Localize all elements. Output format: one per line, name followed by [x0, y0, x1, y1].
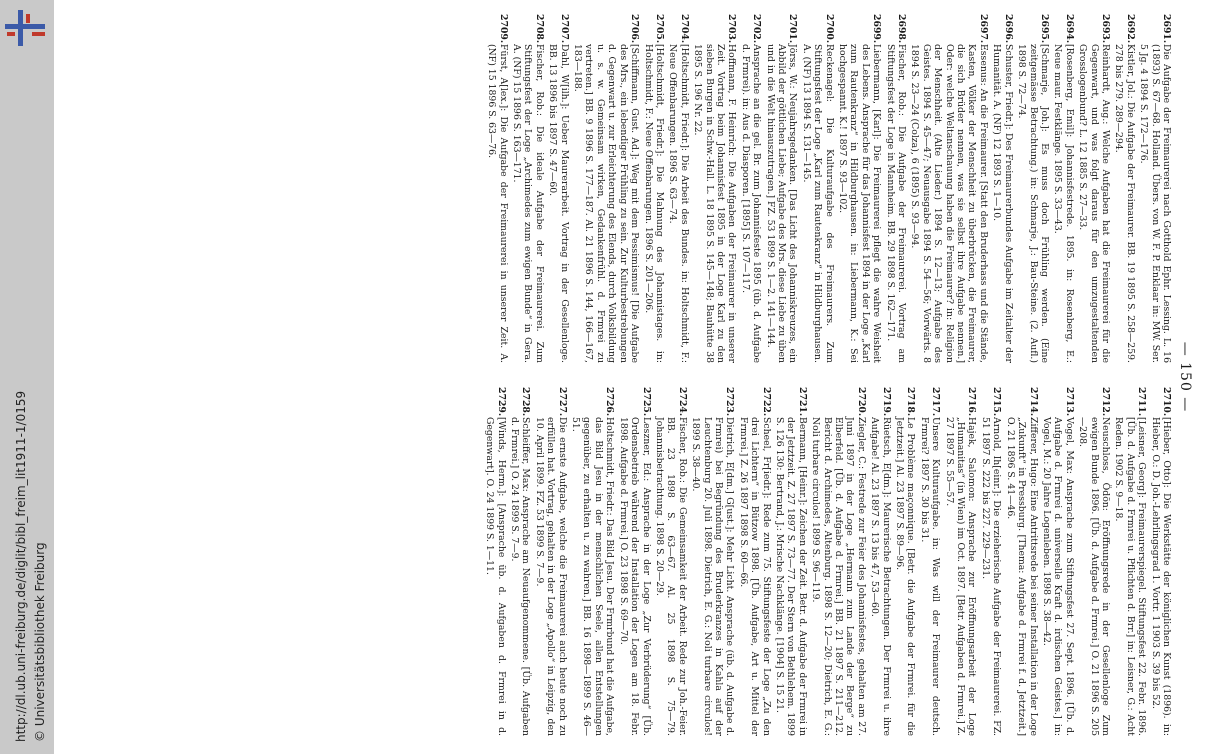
right-column — [482, 387, 1172, 736]
bibliography-entry — [1077, 387, 1111, 736]
entry-text: Jörss, W.: Neujahrsgedanken. [Das Licht des Johanniskreuzes, ein Abbild der göttlichen Liebe; Aufgabe des Mrs. diese Liebe zu üben und in die Welt hinauszutragen.] FZ. 53 1899 S. 1—2. 141—144. — [764, 44, 799, 363]
entry-text: Ansprache an die gel. Br. zum Johannisfeste 1895 (üb. d. Aufgabe d. Frmrei). in: Aus d. Diasporen. [1895] S. 107—117. — [739, 44, 763, 363]
bibliography-entry — [991, 14, 1014, 363]
entry-text: Fürst, A[lex.]: Die Aufgabe der Freimaurerei in unserer Zeit. A. (NF) 15 1896 S. 63—76. — [486, 44, 509, 363]
bibliography-entry — [764, 14, 798, 363]
source-url[interactable]: http://dl.ub.uni-freiburg.de/diglit/bibl_freim_lit1911-1/0159 — [14, 390, 28, 742]
entry-text: Unsere Kulturaufgabe. in: Was will der Freimaurer deutsch. Frmrei? 1897 S. 30 bis 31. — [918, 417, 942, 736]
entry-number: 2704. — [678, 14, 690, 44]
entry-text: Fischer, Rob.: Die Aufgabe der Freimaurerei. Vortrag am Stiftungsfest der Loge in Mannheim. BB. 29 1898 S. 162—171. — [884, 44, 908, 363]
bibliography-entry — [894, 387, 917, 736]
entry-text: [Holtschmidt, Friedr.]: Die Arbeit des Bundes. in: Holtschmidt, F.: Neue Offenbarungen. 1896 S. 63—74. — [667, 44, 690, 363]
bibliography-entry — [837, 14, 883, 363]
bibliography-entry — [484, 387, 507, 736]
entry-text: Dietrich, E[dm.] G[ust.]: Mehr Licht. Ansprache (üb. d. Aufgabe d. Frmrei) bei Begründung des Bruderkranzes in Kahla auf der Leuchtenburg 20. Juli 1898. Dietrich, E. G.: Noli turbare circulos! 1899 S. 38—40. — [690, 417, 736, 736]
bibliography-entry — [1016, 14, 1050, 363]
bibliography-entry — [980, 387, 1003, 736]
entry-text: Hoffmann, F. Heinrich: Die Aufgaben der Freimaurer in unserer Zeit. Vortrag beim Johannisfest 1895 in der Loge Karl zu den sieben Burgen in Schw.-Hall. L. 18 1895 S. 145—148; Bauhütte 38 1895 S. 196 Nr. 22. — [692, 44, 738, 363]
scanned-page — [130, 0, 1202, 754]
bibliography-entry — [1052, 14, 1075, 363]
entry-number: 2716. — [966, 387, 978, 417]
bibliography-entry — [774, 387, 808, 736]
entry-text: Rüetsch, E[dm.]: Maurerische Betrachtungen. Der Frmrei u. ihre Aufgabe! Al. 23 1897 S. 13 bis 47, 53—60. — [869, 417, 892, 736]
entry-number: 2721. — [796, 387, 808, 417]
entry-text: [Hieber, Otto]: Die Werkstätte der königlichen Kunst (1896). in: Hieber, O.: D. Joh.-Lehrlingsgrad 1. Vortr. 1 1903 S. 39 bis 52. — [1149, 417, 1172, 736]
entry-number: 2713. — [1063, 387, 1075, 417]
entry-text: Liebermann, [Karl]: Die Freimaurerei pflegt die wahre Weisheit des Lebens. Ansprache für das Johannisfest 1894 in der Loge „Karl zum Rautenkranz“ in Hildburghausen. in: Liebermann, K.: Sei hochgespannt. K.! 1897 S. 93—102. — [837, 44, 883, 363]
bibliography-entry — [1138, 14, 1172, 363]
bibliography-entry — [810, 387, 867, 736]
bibliography-entry — [667, 14, 690, 363]
entry-number: 2693. — [1099, 14, 1111, 44]
bibliography-entry — [547, 14, 570, 363]
entry-number: 2695. — [1038, 14, 1050, 44]
entry-text: Hajek, Salomon: Ansprache zur Eröffnungsarbeit der Loge „Humanitas“ (in Wien) im Oct. 1897. [Betr. Aufgaben d. Frmrei.] Z. 27 1897 S. 55—57. — [943, 417, 978, 736]
entry-number: 2723. — [724, 387, 736, 417]
entry-number: 2715. — [991, 387, 1003, 417]
entry-text: Schuster, Friedr.]: Des Freimaurerbundes Aufgabe im Zeitalter der Humanität. A. (NF) 12 1893 S. 1—10. — [991, 44, 1014, 363]
entry-text: Reinhardt, Aug.: Welche Aufgaben hat die Freimaurerei für die Gegenwart, und was folgt daraus für den umzugestaltenden Grosslogenbund? L. 12 1885 S. 27—33. — [1077, 44, 1111, 363]
copyright-notice: © Universitätsbibliothek Freiburg — [33, 542, 47, 742]
entry-text: Fischer, Rob.: Die ideale Aufgabe der Freimaurerei. Zum Stiftungsfest der Loge „Archimedes zum ewigen Bunde“ in Gera. A. (NF) 15 1896 S. 163—171. — [511, 44, 545, 363]
bibliography-entry — [1113, 387, 1147, 736]
bibliography-entry — [800, 14, 834, 363]
entry-text: Leszner, Ed.: Ansprache in der Loge „Zur Verbrüderung“ [Üb. Ordensbetrieb während der Installation der Logen am 18. Febr. 1898. Aufgabe d. Frmrei.] O. 23 1898 S. 69—70. — [617, 417, 652, 736]
entry-text: [Winds, Herm.]: [Ansprache üb. d. Aufgaben d. Frmrei in d. Gegenwart]. O. 24 1899 S. 1—11. — [484, 417, 507, 736]
bibliography-entry — [572, 14, 640, 363]
bibliography-entry — [509, 387, 532, 736]
bibliography-entry — [884, 14, 907, 363]
entry-number: 2703. — [726, 14, 738, 44]
bibliography-entry — [943, 387, 977, 736]
bibliography-entry — [642, 14, 665, 363]
bibliography-entry — [909, 14, 989, 363]
bibliography-entry — [511, 14, 545, 363]
bibliography-entry — [1113, 14, 1136, 363]
entry-number: 2699. — [871, 14, 883, 44]
entry-text: [Holtschmidt, Friedr.]: Die Mahnung des Johannistages. in: Holtschmidt, F.: Neue Offenbarungen. 1896 S. 201—206. — [642, 44, 665, 363]
entry-number: 2709. — [497, 14, 509, 44]
entry-number: 2728. — [520, 387, 532, 417]
entry-text: Schleiffer, Max: Ansprache am Neuaufgenommene. [Üb. Aufgaben d. Frmrei.] O. 24 1899 S. 7—9. — [509, 417, 532, 736]
entry-text: Fischer, Rob.: Die Gemeinsamkeit der Arbeit. Rede zur Joh.-Feier. BB. 23 1898 S. 63—67. Al. 25 1898 S. 75—79. Johannisbetrachtung. 1898 S. 20—29. — [653, 417, 688, 736]
entry-text: [Schiffmann, Gust. Ad.]: Weg mit dem Pessimismus! [Die Aufgabe des Mrs., ein lebendiger Frühling zu sein. Zur Kulturbestrebungen d. Gegenwart u. zur Erleichterung des Elends, durch Volksbildung u. s. w. Gemeinsam wirken, Gedankenfrühl. d. Frmrei zu vertreten.] BB. 9 1896 S. 177—187. Al. 21 1896 S. 144, 166—167, 183—188. — [572, 44, 641, 363]
bibliography-entry — [1077, 14, 1111, 363]
entry-text: [Schmarje, Joh.]: Es muss doch Frühling werden. (Eine zeitgemässe Betrachtung.) in: Schmarje, J.: Bau-Steine. (2. Aufl.) 1898 S. 72—74. — [1016, 44, 1050, 363]
entry-number: 2698. — [896, 14, 908, 44]
entry-number: 2710. — [1161, 387, 1172, 417]
entry-text: Dahl, W[ilh.]: Ueber Maurerarbeit. Vortrag in der Gesellenloge. BB. 13 1896 bis 1897 S. 47—60. — [547, 44, 570, 363]
entry-text: Scheel, Fr[iedr.]: Rede zum 75. Stiftungsfeste der Loge „Zu den drei Lichtern“ in Bützow 1898. [Üb. Aufgabe, Art u. Mittel der Frmrei.] Z. 26 1897 1898 S. 60—66. — [737, 417, 772, 736]
entry-number: 2696. — [1002, 14, 1014, 44]
entry-number: 2720. — [855, 387, 867, 417]
entry-text: Die Aufgabe der Freimaurerei nach Gotthold Ephr. Lessing. L. 16 (1893) S. 67—68. Holland. Übers. von W. F. P. Enklaar in: MW. Ser. 5 Jg. 4 1894 S. 172—176. — [1138, 44, 1172, 363]
viewer-sidebar — [0, 0, 54, 754]
entry-text: Holtschmidt, Friedr.: Das Bild Jesu. Der Frmrbund hat die Aufgabe, das Bild Jesu in der menschlichen Seele, allen Entstellungen gegenüber, zu erhalten u. zu wahren.] BB. 16 1898—1899 S. 46—51. — [570, 417, 616, 736]
entry-number: 2727. — [556, 387, 568, 417]
entry-text: Essenus: An die Freimaurer. [Statt den Bruderhass und die Stände, Kasten, Völker der Menschheit zu überbrücken, die Freimaurer, die sich Brüder nennen, was sie selbst ihre Aufgabe nennen.] Oder: welche Weltanschauung haben die Freimaurer? in: Religion der Menschheit. (Alte Lieder.) 1894 S. 12—13; Aufgabe des Geistes. 1894 S. 45—47; Neuausgabe 1894 S. 54—56; Vorwärts. 8 1894 S. 23—24 (Colza), 6 (1895) S. 93—94. — [909, 44, 989, 363]
bibliography-entry — [1149, 387, 1172, 736]
entry-number: 2718. — [905, 387, 917, 417]
entry-text: Reckenagel: Die Kulturaufgabe des Freimaurers. Zum Stiftungsfest der Loge „Karl zum Rautenkranz“ in Hildburghausen. A. (NF) 13 1894 S. 131—145. — [800, 44, 835, 363]
bibliography-entry — [1004, 387, 1038, 736]
bibliography-entry — [570, 387, 616, 736]
entry-number: 2717. — [930, 387, 942, 417]
entry-number: 2729. — [495, 387, 507, 417]
bibliography-entry — [692, 14, 738, 363]
bibliography-entry — [533, 387, 567, 736]
bibliography-entry — [617, 387, 651, 736]
bibliography-entry — [654, 387, 688, 736]
bibliography-entry — [737, 387, 771, 736]
entry-number: 2724. — [676, 387, 688, 417]
bibliography-entry — [486, 14, 509, 363]
entry-text: [Rosenberg, Emil]: Johannisfestrede. 1895. in: Rosenberg, E.: Neue maur. Festklänge. 1895 S. 33—43. — [1052, 44, 1075, 363]
bibliography-entry — [690, 387, 736, 736]
entry-number: 2705. — [653, 14, 665, 44]
entry-text: Kistler, Jol.: Die Aufgabe der Freimaurer. BB. 19 1895 S. 258—259. 278 bis 279. 289—294. — [1113, 44, 1136, 363]
bibliography-entry — [918, 387, 941, 736]
entry-text: Bermann, [Heinr.]: Zeichen der Zeit. Betr. d. Aufgabe der Frmrei in der Jetztzeit. Z. 27 1897 S. 73—77. Der Stern von Bethlehem. 1899 S. 126 130: Bertrand, J.: Mrische Nachklänge. [1904] S. 15 21. — [774, 417, 808, 736]
entry-number: 2697. — [977, 14, 989, 44]
entry-text: Ziegler, C.: Festrede zur Feier des Johannisfestes, gehalten am 27. Juni 1897 in der Loge „Hermann zum Lande der Berge“ zu Elberfeld. [Üb. d. Aufgabe d. Frmrei.] BB. 21 1897 S. 211—212. Bericht d. Archimedes, Altenburg. 1898 S. 12—20; Dietrich, E. G.: Noli turbare circulos! 1899 S. 96—119. — [810, 417, 867, 736]
rotated-page-content — [130, 0, 1202, 754]
entry-text: Arnold, Ih[einr.]: Die erzieherische Aufgabe der Freimaurerei. FZ. 51 1897 S. 222 bis 227. 229—231. — [979, 417, 1003, 736]
entry-number: 2692. — [1124, 14, 1136, 44]
entry-number: 2711. — [1136, 387, 1148, 417]
entry-number: 2707. — [558, 14, 570, 44]
entry-text: [Leisner, Georg]: Freimaurerspiegel. Stiftungsfest 22. Febr. 1896. [Üb. d. Aufgabe d. Frmrei u. Pflichten d. Brr.] in: Leisner, G.: Acht Reden. 1902 S. 9—18. — [1113, 417, 1148, 736]
entry-text: Vogel, Max: Ansprache zum Stiftungsfest 27. Sept. 1896. [Üb. d. Aufgabe d. Frmrei d. universelle Kraft d. irdischen Geistes.] in: Vogel, M.: 20 Jahre Logenleben. 1898 S. 38—42. — [1040, 417, 1075, 736]
sidebar-caption — [14, 2, 47, 742]
entry-number: 2706. — [629, 14, 641, 44]
entry-number: 2714. — [1027, 387, 1039, 417]
entry-number: 2708. — [533, 14, 545, 44]
bibliography-entry — [1041, 387, 1075, 736]
bibliography-entry — [869, 387, 892, 736]
entry-text: Le Problème maçonnique. [Betr. die Aufgabe der Frmrei. für die Jetztzeit.] Al. 23 1897 S. 89—96. — [894, 417, 917, 736]
entry-number: 2700. — [823, 14, 835, 44]
entry-number: 2712. — [1099, 387, 1111, 417]
entry-number: 2722. — [760, 387, 772, 417]
entry-number: 2701. — [787, 14, 799, 44]
entry-number: 2725. — [640, 387, 652, 417]
entry-text: Die ernste Aufgabe, welche die Freimaurerei auch heute noch zu erfüllen hat. Vortrag, gehalten in der Loge „Apollo“ in Leipzig, den 10. April 1899. FZ. 53 1899 S. 7—9. — [533, 417, 568, 736]
bibliography-entry — [739, 14, 762, 363]
entry-number: 2691. — [1161, 14, 1172, 44]
entry-number: 2719. — [880, 387, 892, 417]
entry-number: 2702. — [751, 14, 763, 44]
entry-text: Neuschloss, Ödön: Eröffnungsrede in der Gesellenloge Zum ewigen Bunde 1896. [Üb. d. Aufgabe d. Frmrei.] O. 21 1896 S. 205—208. — [1077, 417, 1111, 736]
entry-number: 2726. — [604, 387, 616, 417]
entry-text: Zifferer, Hugo: Eine Antrittsrede bei seiner Installation in der Loge „Zukunft“ in Pressburg. [Thema: Aufgabe d. Frmrei f. d. Jetztzeit.] O. 21 1896 S. 41—46. — [1004, 417, 1039, 736]
entry-number: 2694. — [1063, 14, 1075, 44]
left-column — [482, 14, 1172, 363]
page-number: — 150 — — [1177, 341, 1193, 413]
